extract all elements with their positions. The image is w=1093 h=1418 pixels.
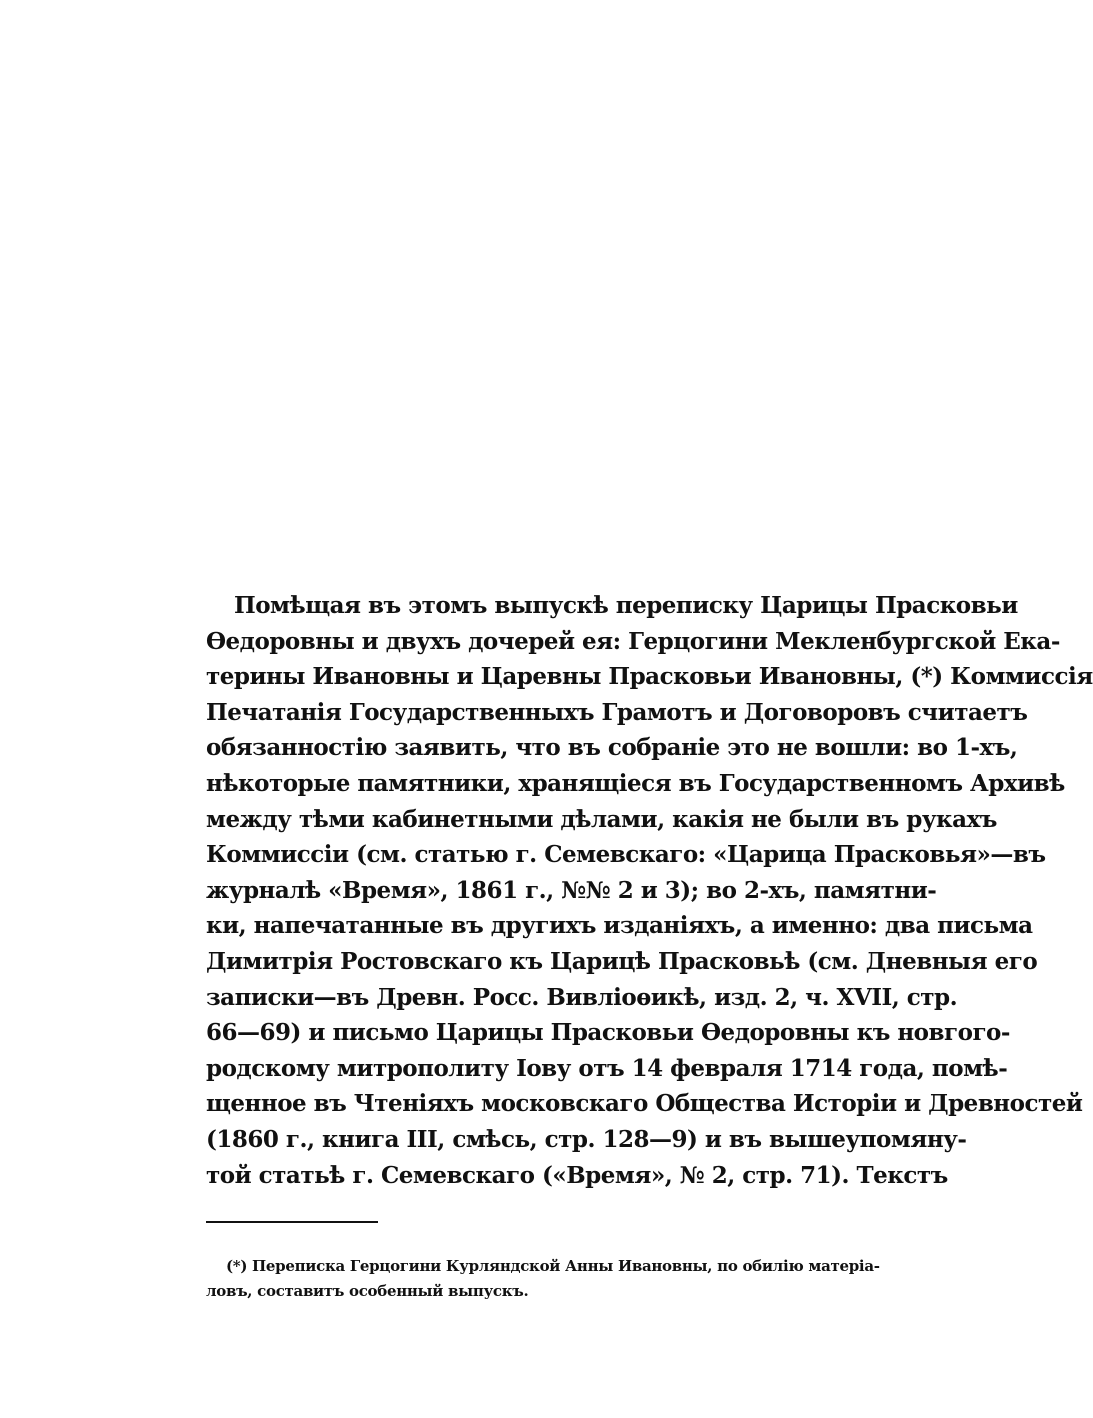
body-line: записки—въ Древн. Росс. Вивліоѳикѣ, изд. 2, ч. XVII, стр.: [206, 983, 958, 1011]
footnote: [206, 1254, 880, 1304]
body-line: обязанностію заявить, что въ собраніе это не вошли: во 1-хъ,: [206, 734, 1018, 762]
footnote-line: ловъ, составитъ особенный выпускъ.: [206, 1282, 529, 1300]
body-line: Печатанія Государственныхъ Грамотъ и Договоровъ считаетъ: [206, 698, 1028, 726]
footnote-divider: [206, 1221, 378, 1223]
body-line: щенное въ Чтеніяхъ московскаго Общества Исторіи и Древностей: [206, 1090, 1083, 1118]
body-line: ки, напечатанные въ другихъ изданіяхъ, а именно: два письма: [206, 912, 1033, 940]
body-line: Помѣщая въ этомъ выпускѣ переписку Царицы Прасковьи: [234, 592, 1018, 619]
body-line: (1860 г., книга III, смѣсь, стр. 128—9) и въ вышеупомяну-: [206, 1125, 967, 1153]
body-line: между тѣми кабинетными дѣлами, какія не были въ рукахъ: [206, 805, 997, 833]
body-line: Димитрія Ростовскаго къ Царицѣ Прасковьѣ (см. Дневныя его: [206, 947, 1038, 975]
body-line: Коммиссіи (см. статью г. Семевскаго: «Царица Прасковья»—въ: [206, 841, 1046, 869]
body-line: 66—69) и письмо Царицы Прасковьи Ѳедоровны къ новгого-: [206, 1019, 1010, 1047]
footnote-line: (*) Переписка Герцогини Курляндской Анны Ивановны, по обилію матеріа-: [226, 1257, 880, 1275]
body-line: Ѳедоровны и двухъ дочерей ея: Герцогини Мекленбургской Ека-: [206, 627, 1060, 655]
body-line: родскому митрополиту Іову отъ 14 февраля 1714 года, помѣ-: [206, 1054, 1008, 1082]
body-line: нѣкоторые памятники, хранящіеся въ Государственномъ Архивѣ: [206, 769, 1065, 797]
body-text: [206, 588, 1093, 1193]
body-line: журналѣ «Время», 1861 г., №№ 2 и 3); во 2-хъ, памятни-: [206, 876, 937, 904]
body-line: терины Ивановны и Царевны Прасковьи Ивановны, (*) Коммиссія: [206, 663, 1093, 691]
body-line: той статьѣ г. Семевскаго («Время», № 2, стр. 71). Текстъ: [206, 1161, 948, 1189]
